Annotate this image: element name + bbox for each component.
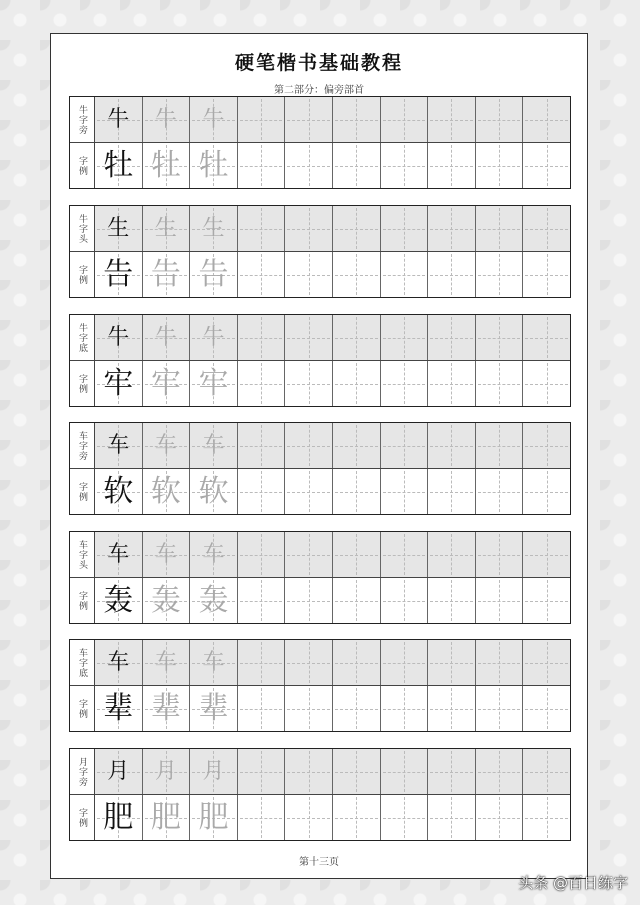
writing-cell[interactable]	[523, 749, 570, 794]
writing-cell[interactable]	[333, 143, 381, 188]
radical-model-char: 车	[107, 649, 130, 675]
practice-block	[69, 639, 571, 732]
writing-cell[interactable]	[95, 532, 143, 577]
writing-cell[interactable]	[143, 578, 191, 623]
page-number: 第十三页	[299, 857, 339, 868]
example-trace-char: 肥	[198, 799, 229, 835]
writing-cell[interactable]	[238, 749, 286, 794]
writing-cell[interactable]	[381, 795, 429, 840]
example-model-char: 轰	[103, 582, 134, 618]
writing-cell[interactable]	[428, 315, 476, 360]
radical-name-label: 车字旁	[70, 423, 94, 469]
radical-model-char: 车	[107, 541, 130, 567]
writing-cell[interactable]	[190, 206, 238, 251]
writing-cell[interactable]	[285, 795, 333, 840]
writing-cell[interactable]	[238, 578, 286, 623]
example-row	[95, 143, 570, 188]
practice-block	[69, 422, 571, 515]
example-label: 字例	[77, 807, 87, 828]
writing-cell[interactable]	[190, 252, 238, 297]
writing-cell[interactable]	[428, 252, 476, 297]
writing-cell[interactable]	[333, 532, 381, 577]
radical-row	[95, 749, 570, 795]
writing-cell[interactable]	[381, 640, 429, 685]
example-model-char: 软	[103, 473, 134, 509]
writing-cell[interactable]	[428, 640, 476, 685]
example-model-char: 肥	[103, 799, 134, 835]
writing-cell[interactable]	[285, 143, 333, 188]
writing-cell[interactable]	[428, 423, 476, 468]
writing-cell[interactable]	[143, 361, 191, 406]
example-model-char: 牡	[103, 147, 134, 183]
practice-block	[69, 205, 571, 298]
writing-cell[interactable]	[143, 749, 191, 794]
writing-cell[interactable]	[428, 361, 476, 406]
example-trace-char: 软	[150, 473, 181, 509]
writing-cell[interactable]	[476, 469, 524, 514]
writing-cell[interactable]	[95, 640, 143, 685]
writing-cell[interactable]	[143, 686, 191, 731]
writing-cell[interactable]	[95, 578, 143, 623]
radical-row	[95, 532, 570, 578]
writing-cell[interactable]	[428, 532, 476, 577]
example-model-char: 告	[103, 256, 134, 292]
writing-cell[interactable]	[333, 795, 381, 840]
radical-model-char: 车	[107, 432, 130, 458]
writing-cell[interactable]	[143, 315, 191, 360]
writing-cell[interactable]	[143, 532, 191, 577]
writing-cell[interactable]	[476, 361, 524, 406]
writing-cell[interactable]	[381, 252, 429, 297]
writing-cell[interactable]	[333, 578, 381, 623]
writing-cell[interactable]	[95, 97, 143, 142]
practice-block	[69, 531, 571, 624]
radical-name-label: 车字底	[70, 640, 94, 686]
radical-trace-char: 车	[202, 541, 225, 567]
radical-name-label: 牛字底	[70, 315, 94, 361]
label-column	[70, 640, 95, 731]
writing-cell[interactable]	[333, 97, 381, 142]
writing-cell[interactable]	[190, 315, 238, 360]
writing-cell[interactable]	[523, 469, 570, 514]
radical-row	[95, 97, 570, 143]
writing-cell[interactable]	[285, 640, 333, 685]
writing-cell[interactable]	[95, 795, 143, 840]
practice-grid	[95, 749, 570, 840]
writing-cell[interactable]	[285, 578, 333, 623]
writing-cell[interactable]	[238, 469, 286, 514]
example-trace-char: 辈	[150, 690, 181, 726]
label-column	[70, 749, 95, 840]
practice-block	[69, 314, 571, 407]
radical-name-label: 车字头	[70, 532, 94, 578]
practice-grid	[95, 315, 570, 406]
writing-cell[interactable]	[95, 206, 143, 251]
radical-model-char: 牛	[107, 106, 130, 132]
writing-cell[interactable]	[428, 578, 476, 623]
radical-trace-char: 车	[154, 432, 177, 458]
writing-cell[interactable]	[476, 97, 524, 142]
writing-cell[interactable]	[95, 469, 143, 514]
writing-cell[interactable]	[190, 749, 238, 794]
label-column	[70, 423, 95, 514]
radical-trace-char: 牛	[154, 106, 177, 132]
radical-name-label: 牛字头	[70, 206, 94, 252]
writing-cell[interactable]	[143, 423, 191, 468]
writing-cell[interactable]	[95, 143, 143, 188]
writing-cell[interactable]	[381, 423, 429, 468]
radical-row	[95, 206, 570, 252]
writing-cell[interactable]	[190, 640, 238, 685]
example-label: 字例	[77, 155, 87, 176]
writing-cell[interactable]	[238, 532, 286, 577]
writing-cell[interactable]	[381, 361, 429, 406]
example-label: 字例	[77, 373, 87, 394]
writing-cell[interactable]	[285, 749, 333, 794]
writing-cell[interactable]	[143, 206, 191, 251]
radical-row	[95, 423, 570, 469]
writing-cell[interactable]	[523, 206, 570, 251]
writing-cell[interactable]	[95, 423, 143, 468]
radical-trace-char: 牛	[154, 324, 177, 350]
writing-cell[interactable]	[428, 686, 476, 731]
writing-cell[interactable]	[190, 361, 238, 406]
radical-trace-char: 车	[202, 649, 225, 675]
writing-cell[interactable]	[333, 315, 381, 360]
writing-cell[interactable]	[381, 749, 429, 794]
writing-cell[interactable]	[238, 423, 286, 468]
writing-cell[interactable]	[238, 252, 286, 297]
writing-cell[interactable]	[143, 640, 191, 685]
example-label: 字例	[77, 698, 87, 719]
example-model-char: 辈	[103, 690, 134, 726]
example-row	[95, 795, 570, 840]
writing-cell[interactable]	[95, 315, 143, 360]
writing-cell[interactable]	[238, 795, 286, 840]
page-title: 硬笔楷书基础教程	[234, 52, 403, 74]
writing-cell[interactable]	[143, 97, 191, 142]
writing-cell[interactable]	[523, 143, 570, 188]
writing-cell[interactable]	[476, 640, 524, 685]
writing-cell[interactable]	[143, 469, 191, 514]
writing-cell[interactable]	[238, 361, 286, 406]
writing-cell[interactable]	[285, 361, 333, 406]
writing-cell[interactable]	[428, 469, 476, 514]
writing-cell[interactable]	[95, 252, 143, 297]
example-label: 字例	[77, 590, 87, 611]
writing-cell[interactable]	[523, 315, 570, 360]
radical-row	[95, 640, 570, 686]
radical-name-label: 月字旁	[70, 749, 94, 795]
practice-grid	[95, 423, 570, 514]
example-trace-char: 牢	[150, 365, 181, 401]
writing-cell[interactable]	[523, 578, 570, 623]
example-trace-char: 牢	[198, 365, 229, 401]
radical-name-label: 牛字旁	[70, 97, 94, 143]
writing-cell[interactable]	[238, 686, 286, 731]
example-row	[95, 578, 570, 623]
writing-cell[interactable]	[428, 206, 476, 251]
writing-cell[interactable]	[523, 361, 570, 406]
writing-cell[interactable]	[238, 315, 286, 360]
example-trace-char: 软	[198, 473, 229, 509]
writing-cell[interactable]	[476, 749, 524, 794]
practice-grid	[95, 206, 570, 297]
writing-cell[interactable]	[428, 143, 476, 188]
radical-trace-char: 牛	[202, 324, 225, 350]
writing-cell[interactable]	[333, 469, 381, 514]
writing-cell[interactable]	[285, 686, 333, 731]
writing-cell[interactable]	[95, 361, 143, 406]
writing-cell[interactable]	[523, 795, 570, 840]
writing-cell[interactable]	[285, 315, 333, 360]
radical-trace-char: 车	[202, 432, 225, 458]
writing-cell[interactable]	[333, 252, 381, 297]
practice-grid	[95, 640, 570, 731]
writing-cell[interactable]	[190, 578, 238, 623]
example-label: 字例	[77, 264, 87, 285]
writing-cell[interactable]	[428, 97, 476, 142]
radical-trace-char: 牛	[202, 106, 225, 132]
writing-cell[interactable]	[285, 423, 333, 468]
example-model-char: 牢	[103, 365, 134, 401]
writing-cell[interactable]	[333, 640, 381, 685]
radical-model-char: 生	[107, 215, 130, 241]
writing-cell[interactable]	[238, 640, 286, 685]
writing-cell[interactable]	[381, 578, 429, 623]
writing-cell[interactable]	[285, 532, 333, 577]
label-column	[70, 97, 95, 188]
writing-cell[interactable]	[476, 423, 524, 468]
writing-cell[interactable]	[476, 578, 524, 623]
worksheet-page	[50, 33, 588, 879]
writing-cell[interactable]	[333, 361, 381, 406]
writing-cell[interactable]	[95, 749, 143, 794]
radical-trace-char: 月	[202, 758, 225, 784]
radical-row	[95, 315, 570, 361]
practice-block	[69, 96, 571, 189]
writing-cell[interactable]	[381, 686, 429, 731]
practice-block	[69, 748, 571, 841]
writing-cell[interactable]	[523, 252, 570, 297]
example-trace-char: 牡	[150, 147, 181, 183]
writing-cell[interactable]	[523, 423, 570, 468]
writing-cell[interactable]	[190, 97, 238, 142]
radical-trace-char: 生	[154, 215, 177, 241]
writing-cell[interactable]	[190, 143, 238, 188]
writing-cell[interactable]	[285, 206, 333, 251]
writing-cell[interactable]	[523, 640, 570, 685]
label-column	[70, 206, 95, 297]
example-trace-char: 告	[150, 256, 181, 292]
example-trace-char: 轰	[150, 582, 181, 618]
example-row	[95, 252, 570, 297]
radical-trace-char: 车	[154, 541, 177, 567]
example-row	[95, 469, 570, 514]
writing-cell[interactable]	[333, 423, 381, 468]
writing-cell[interactable]	[381, 315, 429, 360]
writing-cell[interactable]	[143, 143, 191, 188]
writing-cell[interactable]	[238, 206, 286, 251]
writing-cell[interactable]	[285, 97, 333, 142]
writing-cell[interactable]	[476, 686, 524, 731]
writing-cell[interactable]	[190, 469, 238, 514]
writing-cell[interactable]	[476, 143, 524, 188]
example-row	[95, 361, 570, 406]
writing-cell[interactable]	[476, 206, 524, 251]
example-trace-char: 牡	[198, 147, 229, 183]
writing-cell[interactable]	[381, 143, 429, 188]
writing-cell[interactable]	[333, 206, 381, 251]
radical-model-char: 月	[107, 758, 130, 784]
writing-cell[interactable]	[238, 143, 286, 188]
writing-cell[interactable]	[285, 469, 333, 514]
writing-cell[interactable]	[476, 252, 524, 297]
writing-cell[interactable]	[190, 686, 238, 731]
writing-cell[interactable]	[238, 97, 286, 142]
writing-cell[interactable]	[428, 749, 476, 794]
writing-cell[interactable]	[333, 686, 381, 731]
radical-trace-char: 车	[154, 649, 177, 675]
writing-cell[interactable]	[523, 97, 570, 142]
label-column	[70, 532, 95, 623]
example-row	[95, 686, 570, 731]
writing-cell[interactable]	[190, 795, 238, 840]
label-column	[70, 315, 95, 406]
example-trace-char: 轰	[198, 582, 229, 618]
practice-grid	[95, 532, 570, 623]
writing-cell[interactable]	[333, 749, 381, 794]
page-subtitle: 第二部分：偏旁部首	[274, 85, 364, 96]
writing-cell[interactable]	[476, 315, 524, 360]
radical-trace-char: 生	[202, 215, 225, 241]
writing-cell[interactable]	[381, 206, 429, 251]
writing-cell[interactable]	[143, 795, 191, 840]
writing-cell[interactable]	[428, 795, 476, 840]
writing-cell[interactable]	[476, 795, 524, 840]
writing-cell[interactable]	[523, 532, 570, 577]
watermark: 头条 @百日练字	[518, 874, 628, 892]
writing-cell[interactable]	[190, 532, 238, 577]
writing-cell[interactable]	[381, 532, 429, 577]
example-label: 字例	[77, 481, 87, 502]
radical-model-char: 牛	[107, 324, 130, 350]
writing-cell[interactable]	[381, 97, 429, 142]
example-trace-char: 辈	[198, 690, 229, 726]
example-trace-char: 告	[198, 256, 229, 292]
writing-cell[interactable]	[143, 252, 191, 297]
writing-cell[interactable]	[523, 686, 570, 731]
writing-cell[interactable]	[285, 252, 333, 297]
writing-cell[interactable]	[190, 423, 238, 468]
writing-cell[interactable]	[95, 686, 143, 731]
example-trace-char: 肥	[150, 799, 181, 835]
radical-trace-char: 月	[154, 758, 177, 784]
writing-cell[interactable]	[476, 532, 524, 577]
practice-grid	[95, 97, 570, 188]
writing-cell[interactable]	[381, 469, 429, 514]
